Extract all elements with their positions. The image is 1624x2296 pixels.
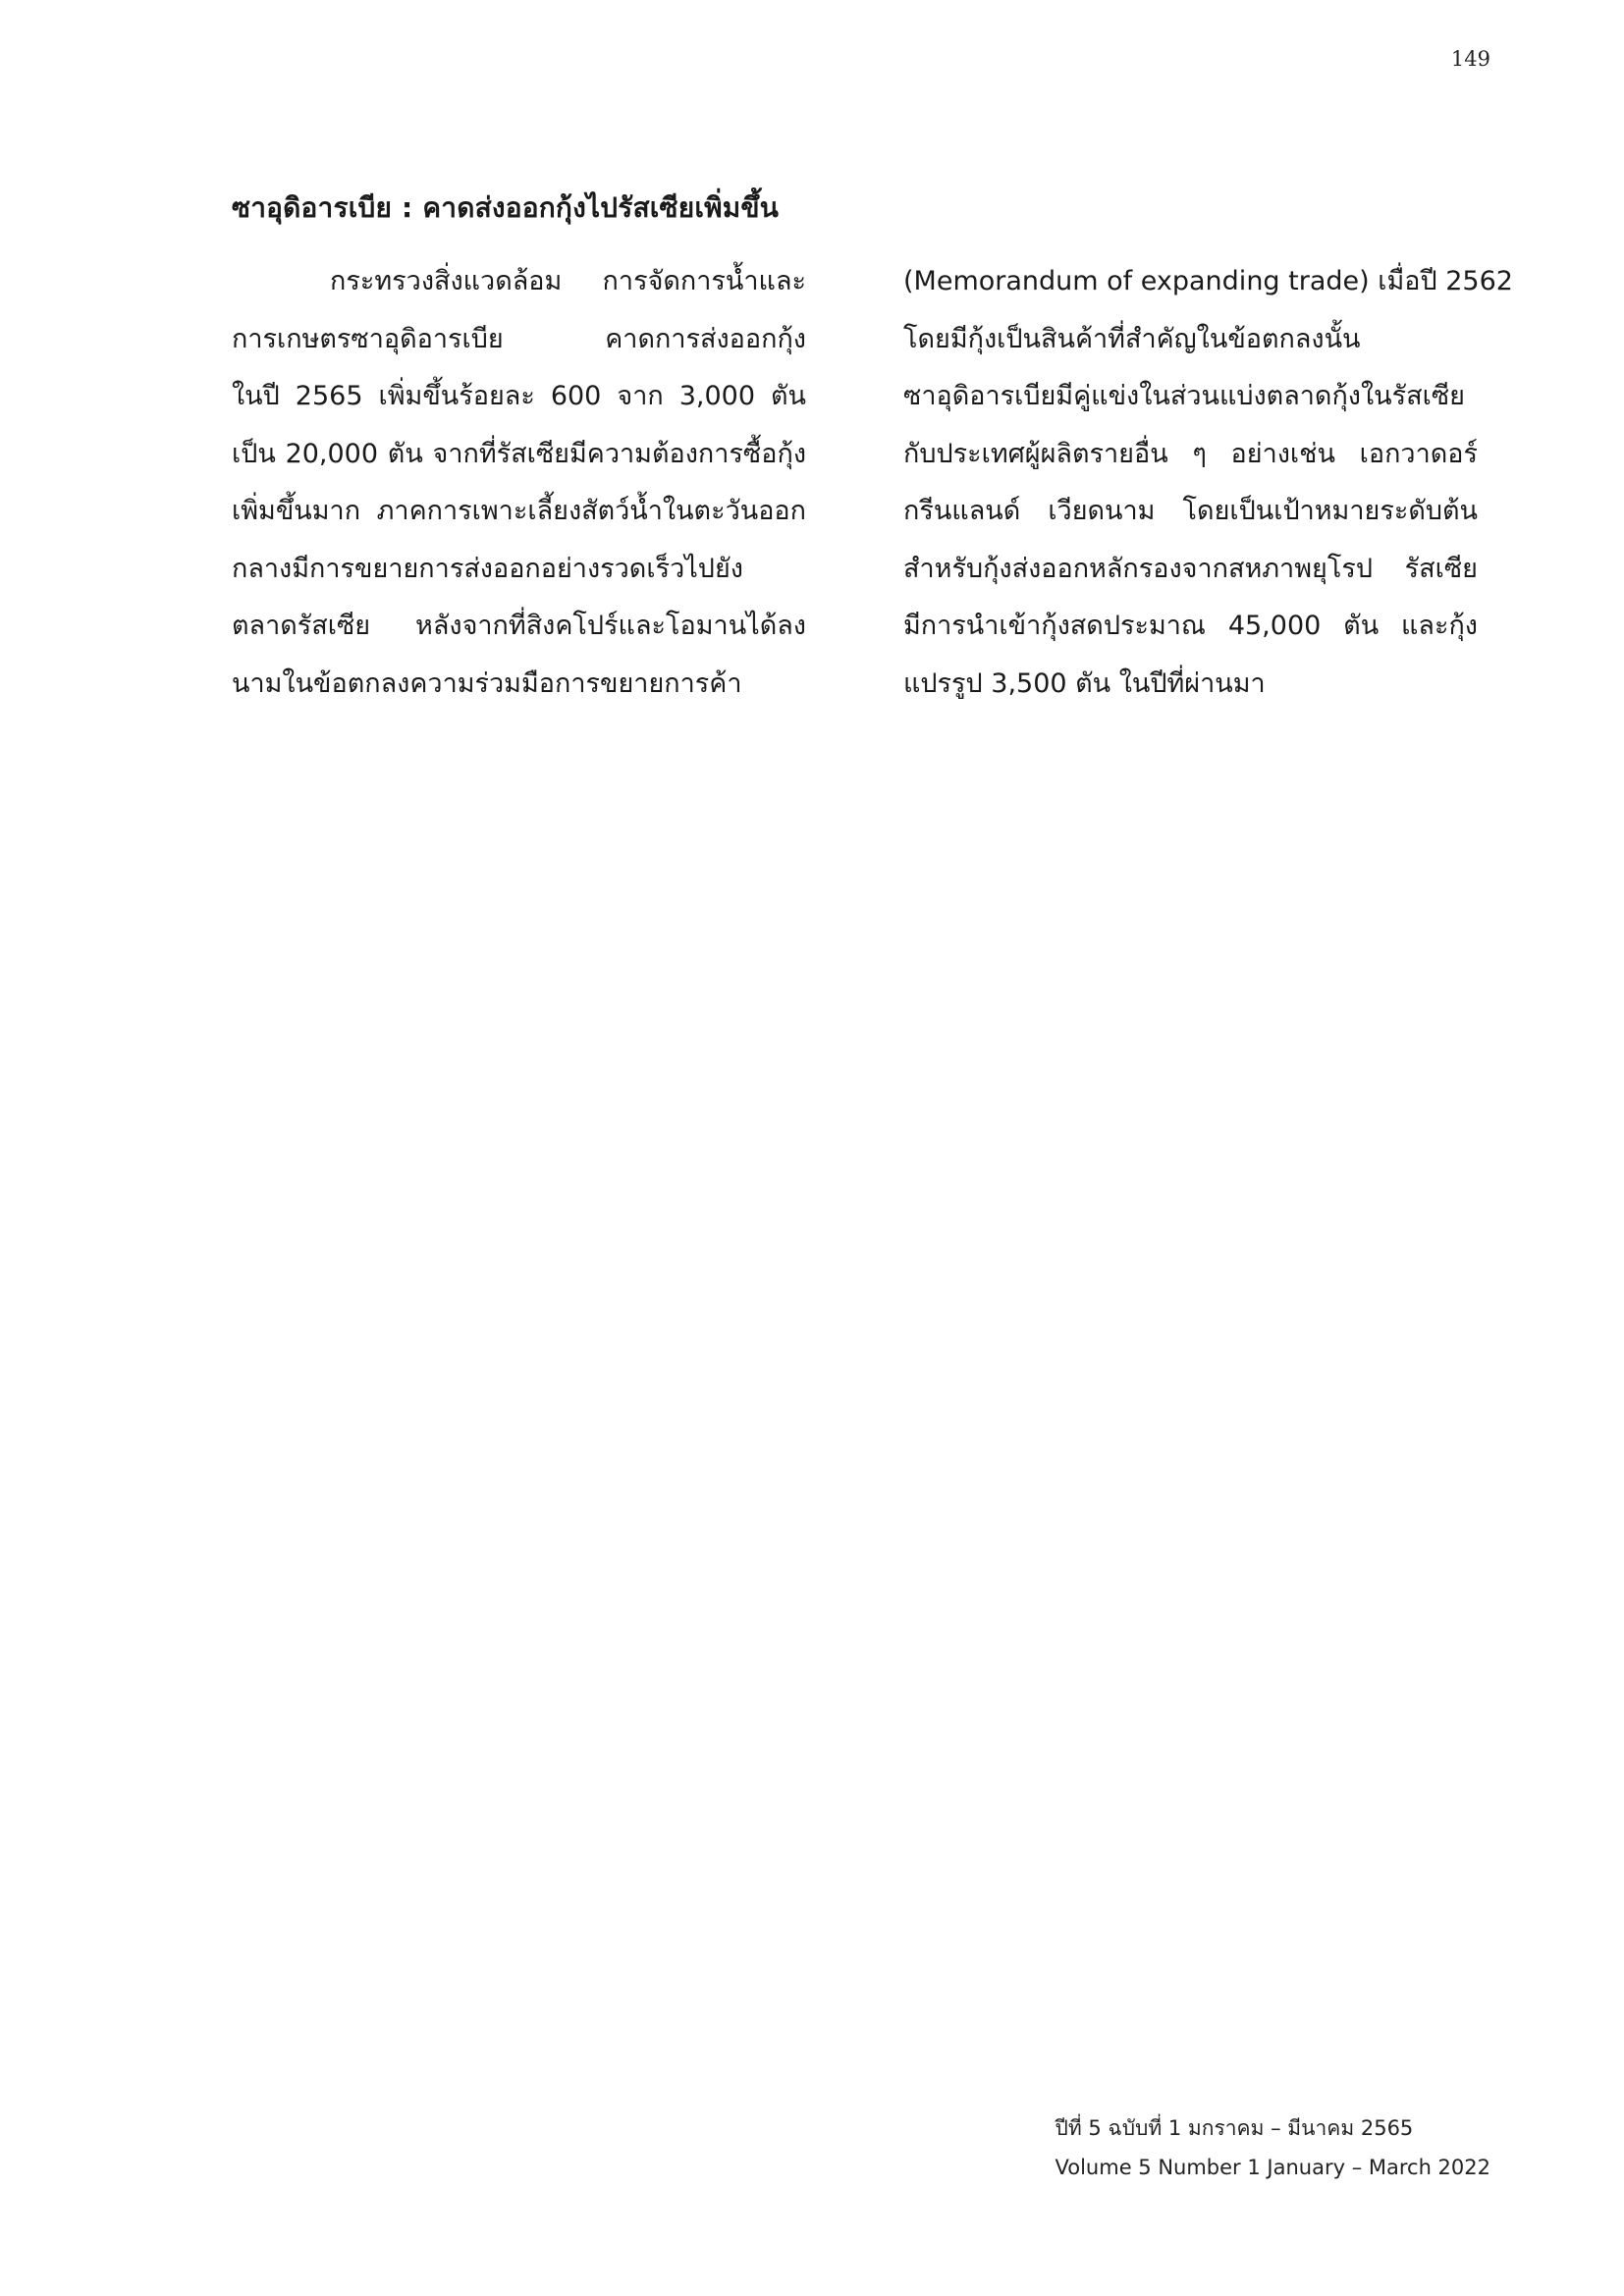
paragraph-line: ตลาดรัสเซีย หลังจากที่สิงคโปร์และโอมานได้ลง	[232, 611, 806, 641]
page-number: 149	[1450, 47, 1490, 71]
paragraph-line: สำหรับกุ้งส่งออกหลักรองจากสหภาพยุโรป รัสเซีย	[903, 553, 1478, 584]
paragraph-line: กลางมีการขยายการส่งออกอย่างรวดเร็วไปยัง	[232, 553, 743, 584]
paragraph-line: การเกษตรซาอุดิอารเบีย คาดการส่งออกกุ้ง	[232, 323, 806, 354]
article-heading: ซาอุดิอารเบีย : คาดส่งออกกุ้งไปรัสเซียเพิ่มขึ้น	[232, 191, 780, 224]
right-column	[903, 253, 1513, 713]
paragraph-line: กระทรวงสิ่งแวดล้อม การจัดการน้ำและ	[330, 266, 806, 296]
paragraph-line: เพิ่มขึ้นมาก ภาคการเพาะเลี้ยงสัตว์น้ำในตะวันออก	[232, 496, 806, 526]
footer-english-issue: Volume 5 Number 1 January – March 2022	[1055, 2156, 1490, 2179]
paragraph-line: ในปี 2565 เพิ่มขึ้นร้อยละ 600 จาก 3,000 ตัน	[232, 381, 806, 411]
paragraph-line: ซาอุดิอารเบียมีคู่แข่งในส่วนแบ่งตลาดกุ้งในรัสเซีย	[903, 381, 1465, 411]
paragraph-line: เป็น 20,000 ตัน จากที่รัสเซียมีความต้องการซื้อกุ้ง	[232, 438, 806, 469]
footer-thai-issue: ปีที่ 5 ฉบับที่ 1 มกราคม – มีนาคม 2565	[1055, 2116, 1414, 2140]
paragraph-line: แปรรูป 3,500 ตัน ในปีที่ผ่านมา	[903, 667, 1266, 699]
paragraph-line: โดยมีกุ้งเป็นสินค้าที่สำคัญในข้อตกลงนั้น	[903, 323, 1361, 354]
journal-footer	[1056, 2109, 1490, 2187]
left-column	[232, 253, 806, 713]
paragraph-line: นามในข้อตกลงความร่วมมือการขยายการค้า	[232, 667, 742, 699]
paragraph-line: กรีนแลนด์ เวียดนาม โดยเป็นเป้าหมายระดับต้น	[903, 496, 1478, 526]
paragraph-line: (Memorandum of expanding trade) เมื่อปี 2562	[903, 266, 1513, 296]
paragraph-line: มีการนำเข้ากุ้งสดประมาณ 45,000 ตัน และกุ้ง	[903, 611, 1478, 641]
paragraph-line: กับประเทศผู้ผลิตรายอื่น ๆ อย่างเช่น เอกวาดอร์	[903, 438, 1478, 469]
